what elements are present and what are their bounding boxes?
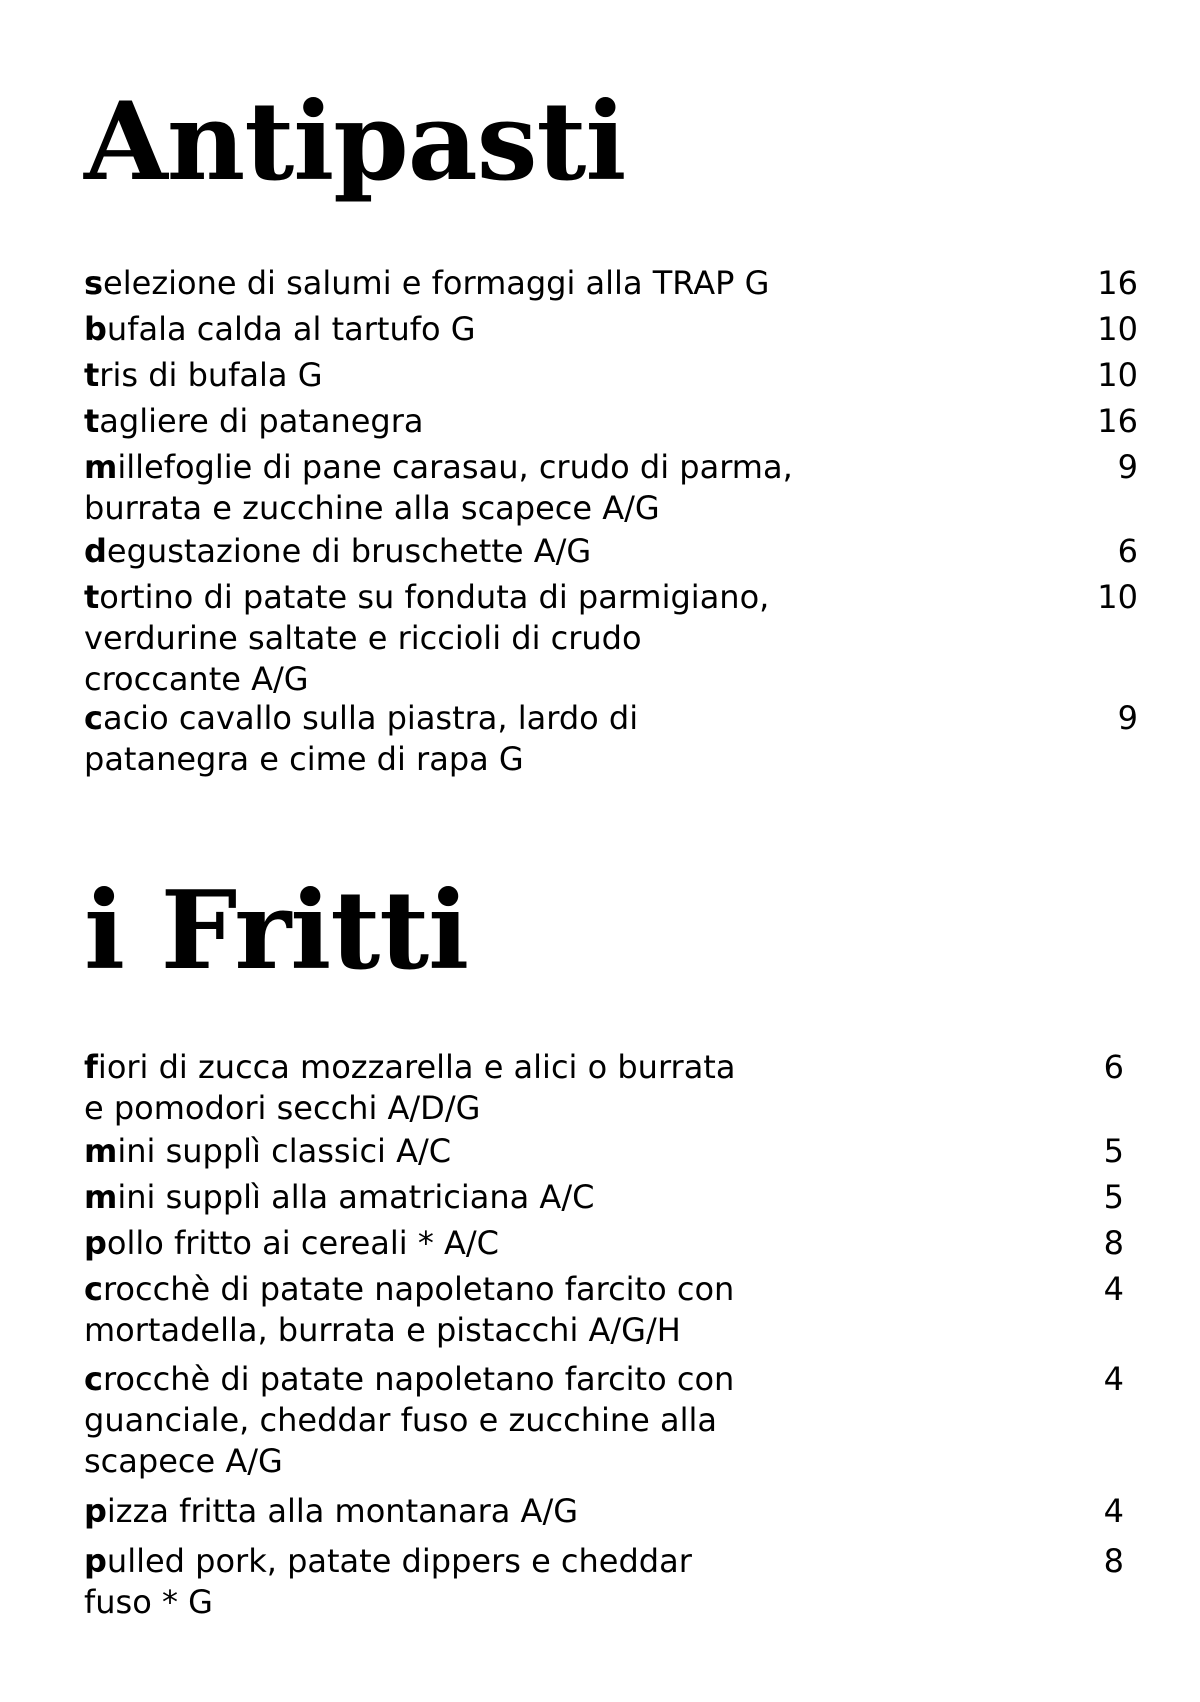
item-name (84, 1047, 864, 1129)
item-initial: m (84, 448, 118, 486)
item-name-line: acio cavallo sulla piastra, lardo di (102, 699, 639, 737)
item-name (84, 1177, 864, 1218)
item-price: 4 (1103, 1360, 1124, 1398)
menu-item (84, 531, 1144, 572)
menu-item (84, 355, 1144, 396)
item-initial: f (84, 1048, 98, 1086)
item-price: 10 (1097, 356, 1138, 394)
item-name-line: verdurine saltate e riccioli di crudo (84, 619, 642, 657)
item-name (84, 698, 864, 780)
item-name-line: ris di bufala G (99, 356, 323, 394)
item-price: 4 (1103, 1270, 1124, 1308)
item-name-line: izza fritta alla montanara A/G (106, 1492, 579, 1530)
item-name-line: croccante A/G (84, 660, 309, 698)
item-initial: p (84, 1492, 107, 1530)
item-initial: d (84, 532, 107, 570)
item-name (84, 1359, 864, 1482)
menu-item (84, 1269, 1144, 1351)
menu-item (84, 1359, 1144, 1482)
item-initial: c (84, 1270, 103, 1308)
item-name (84, 309, 864, 350)
menu-item (84, 577, 1144, 700)
item-name-line: agliere di patanegra (99, 402, 424, 440)
item-name-line: rocchè di patate napoletano farcito con (102, 1360, 735, 1398)
item-name (84, 1223, 864, 1264)
item-price: 10 (1097, 310, 1138, 348)
menu-item (84, 1177, 1144, 1218)
item-name-line: fuso * G (84, 1583, 213, 1621)
menu-item (84, 1047, 1144, 1129)
item-price: 5 (1103, 1132, 1124, 1170)
item-initial: p (84, 1224, 107, 1262)
item-name-line: ufala calda al tartufo G (106, 310, 476, 348)
item-price: 8 (1103, 1224, 1124, 1262)
item-initial: p (84, 1542, 107, 1580)
item-initial: m (84, 1178, 118, 1216)
item-name-line: iori di zucca mozzarella e alici o burrata (97, 1048, 736, 1086)
section-title-fritti: i Fritti (84, 868, 469, 994)
item-name (84, 1541, 864, 1623)
item-price: 8 (1103, 1542, 1124, 1580)
item-initial: t (84, 402, 100, 440)
item-name (84, 531, 864, 572)
item-name (84, 1491, 864, 1532)
item-name (84, 1269, 864, 1351)
item-price: 16 (1097, 402, 1138, 440)
item-name (84, 1131, 864, 1172)
item-price: 16 (1097, 264, 1138, 302)
item-name (84, 447, 864, 529)
item-name-line: ini supplì classici A/C (117, 1132, 452, 1170)
item-name-line: ini supplì alla amatriciana A/C (117, 1178, 595, 1216)
item-price: 10 (1097, 578, 1138, 616)
item-name-line: burrata e zucchine alla scapece A/G (84, 489, 660, 527)
item-name (84, 401, 864, 442)
item-name (84, 577, 864, 700)
menu-item (84, 1541, 1144, 1623)
item-name-line: elezione di salumi e formaggi alla TRAP G (103, 264, 770, 302)
item-price: 5 (1103, 1178, 1124, 1216)
item-price: 9 (1117, 448, 1138, 486)
item-name-line: ollo fritto ai cereali * A/C (106, 1224, 500, 1262)
item-price: 6 (1117, 532, 1138, 570)
item-price: 9 (1117, 699, 1138, 737)
item-name (84, 263, 864, 304)
menu-item (84, 1223, 1144, 1264)
item-initial: c (84, 699, 103, 737)
menu-item (84, 1491, 1144, 1532)
item-price: 4 (1103, 1492, 1124, 1530)
item-name-line: e pomodori secchi A/D/G (84, 1089, 481, 1127)
item-name-line: mortadella, burrata e pistacchi A/G/H (84, 1311, 681, 1349)
menu-item (84, 447, 1144, 529)
menu-item (84, 263, 1144, 304)
menu-item (84, 698, 1144, 780)
item-price: 6 (1103, 1048, 1124, 1086)
menu-item (84, 309, 1144, 350)
item-initial: t (84, 356, 100, 394)
item-name-line: egustazione di bruschette A/G (106, 532, 592, 570)
menu-item (84, 401, 1144, 442)
item-initial: c (84, 1360, 103, 1398)
section-title-antipasti: Antipasti (84, 79, 626, 205)
item-name-line: rocchè di patate napoletano farcito con (102, 1270, 735, 1308)
item-name-line: illefoglie di pane carasau, crudo di parma, (117, 448, 793, 486)
item-name-line: guanciale, cheddar fuso e zucchine alla (84, 1401, 718, 1439)
item-name-line: ortino di patate su fonduta di parmigiano, (99, 578, 770, 616)
item-initial: s (84, 264, 104, 302)
item-name-line: scapece A/G (84, 1442, 283, 1480)
item-initial: m (84, 1132, 118, 1170)
item-name-line: ulled pork, patate dippers e cheddar (106, 1542, 692, 1580)
item-name (84, 355, 864, 396)
item-initial: t (84, 578, 100, 616)
item-initial: b (84, 310, 107, 348)
menu-item (84, 1131, 1144, 1172)
item-name-line: patanegra e cime di rapa G (84, 740, 524, 778)
